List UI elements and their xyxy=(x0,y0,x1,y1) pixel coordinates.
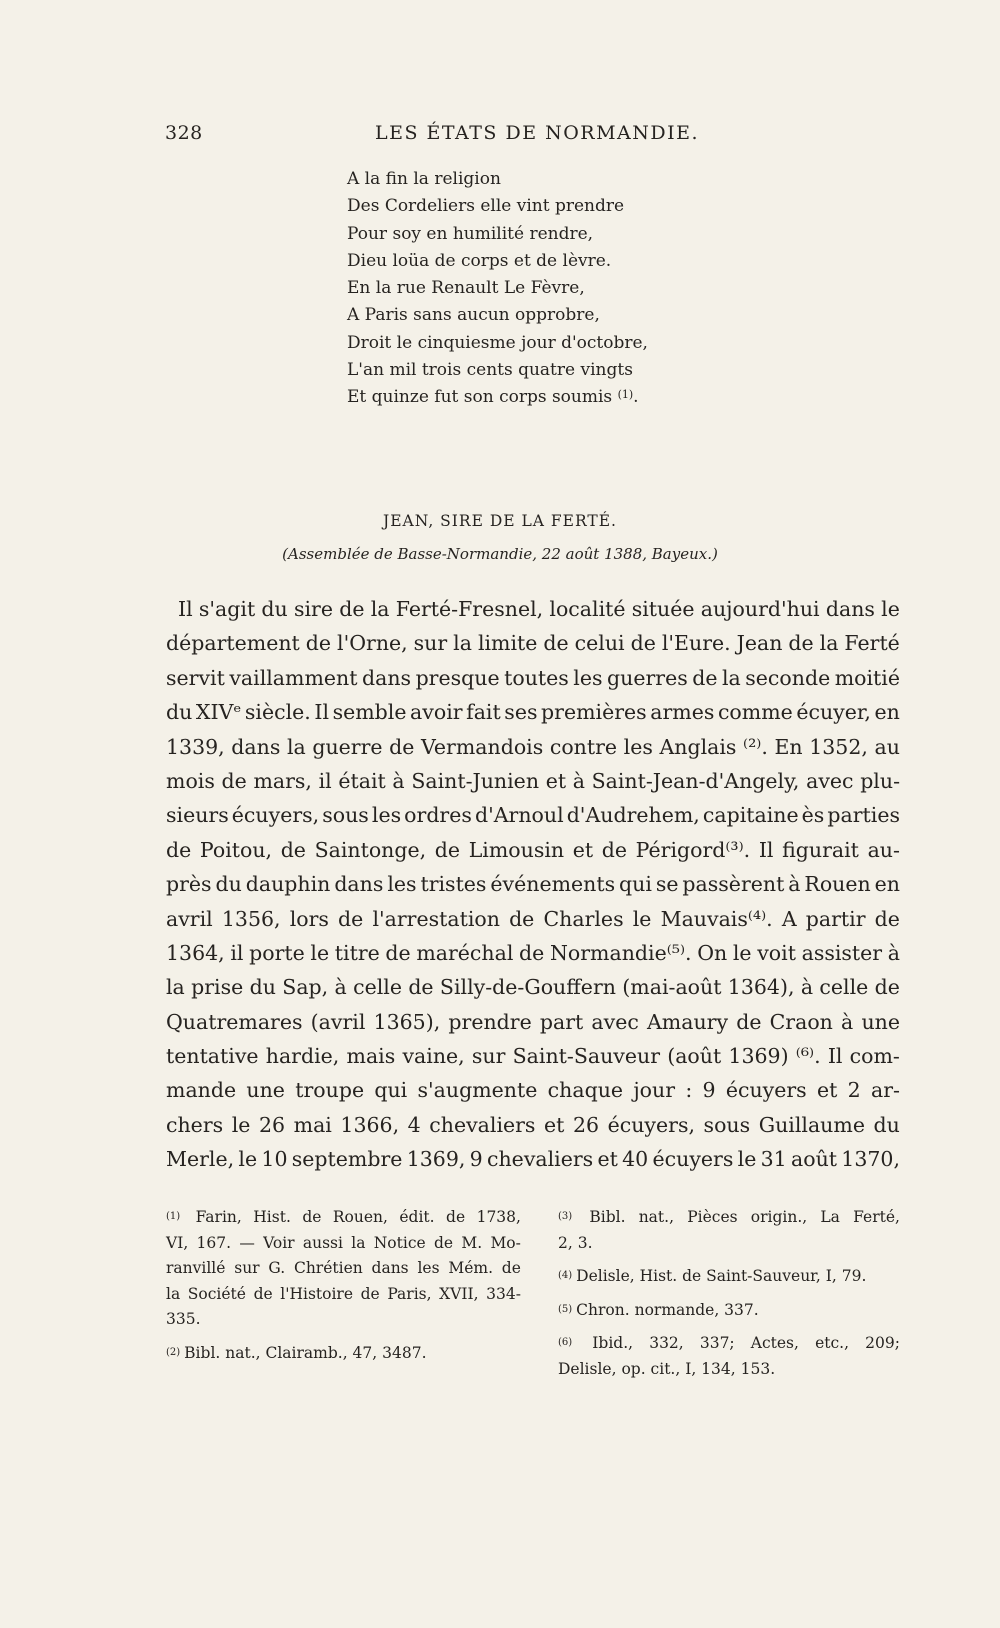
footnote-marker: (4) xyxy=(558,1270,573,1281)
poem-line: A la fin la religion xyxy=(347,169,501,189)
body-line: mois de mars, il était à Saint-Junien et à Saint-Jean-d'Angely, avec plu- xyxy=(166,768,900,793)
footnote-marker: (1) xyxy=(166,1211,181,1222)
footnote-line: 2, 3. xyxy=(558,1233,593,1252)
poem-line: L'an mil trois cents quatre vingts xyxy=(347,360,633,381)
footnote-line: $^{(5)}$ Chron. normande, 337. xyxy=(558,1300,759,1319)
body-line: du XIVᵉ siècle. Il semble avoir fait ses premières armes comme écuyer, en xyxy=(166,700,900,725)
page-number: 328 xyxy=(165,122,203,144)
body-text xyxy=(166,592,900,1177)
body-line: chers le 26 mai 1366, 4 chevaliers et 26 écuyers, sous Guillaume du xyxy=(166,1112,900,1137)
body-line: près du dauphin dans les tristes événements qui se passèrent à Rouen en xyxy=(166,872,900,897)
body-line: servit vaillamment dans presque toutes les guerres de la seconde moitié xyxy=(166,665,900,690)
footnote-marker: (6) xyxy=(558,1337,573,1348)
section-heading: JEAN, SIRE DE LA FERTÉ. xyxy=(383,512,617,530)
footnote-line: (6) Ibid., 332, 337; Actes, etc., 209; xyxy=(558,1331,900,1357)
body-line: avril 1356, lors de l'arrestation de Charles le Mauvais⁽⁴⁾. A partir de xyxy=(166,906,900,931)
poem-line: Et quinze fut son corps soumis $^{(1)}$. xyxy=(347,387,639,408)
poem-line: Des Cordeliers elle vint prendre xyxy=(347,196,625,217)
footnote-marker: (2) xyxy=(166,1346,181,1358)
footnote-line: $^{(2)}$ Bibl. nat., Clairamb., 47, 3487. xyxy=(166,1343,427,1362)
body-line: 1339, dans la guerre de Vermandois contre les Anglais ⁽²⁾. En 1352, au xyxy=(166,734,900,759)
body-line: sieurs écuyers, sous les ordres d'Arnoul d'Audrehem, capitaine ès parties xyxy=(166,803,900,828)
footnote-ref: (1) xyxy=(617,388,634,402)
body-line: département de l'Orne, sur la limite de celui de l'Eure. Jean de la Ferté xyxy=(166,631,900,656)
footnote-line: la Société de l'Histoire de Paris, XVII, 334- xyxy=(166,1284,521,1303)
running-title: LES ÉTATS DE NORMANDIE. xyxy=(375,122,700,144)
body-line: tentative hardie, mais vaine, sur Saint-Sauveur (août 1369) ⁽⁶⁾. Il com- xyxy=(166,1044,900,1069)
footnote-line: (3) Bibl. nat., Pièces origin., La Ferté, xyxy=(558,1205,900,1231)
footnotes-left-column xyxy=(166,1205,521,1374)
poem xyxy=(347,166,648,412)
poem-line: Pour soy en humilité rendre, xyxy=(347,223,594,244)
poem-line: A Paris sans aucun opprobre, xyxy=(347,305,600,326)
footnotes-right-column xyxy=(558,1205,900,1390)
body-line: la prise du Sap, à celle de Silly-de-Gouffern (mai-août 1364), à celle de xyxy=(166,975,900,1000)
poem-line: En la rue Renault Le Fèvre, xyxy=(347,278,585,299)
page-header xyxy=(165,122,900,152)
body-line: Merle, le 10 septembre 1369, 9 chevaliers et 40 écuyers le 31 août 1370, xyxy=(166,1147,900,1172)
body-line: 1364, il porte le titre de maréchal de Normandie⁽⁵⁾. On le voit assister à xyxy=(166,940,900,965)
footnote-marker: (5) xyxy=(558,1303,573,1315)
body-line: Il s'agit du sire de la Ferté-Fresnel, localité située aujourd'hui dans le xyxy=(178,597,900,621)
footnote-line: 335. xyxy=(166,1310,201,1328)
poem-line: Droit le cinquiesme jour d'octobre, xyxy=(347,332,648,353)
footnote-line: $^{(4)}$ Delisle, Hist. de Saint-Sauveur, I, 79. xyxy=(558,1267,867,1285)
footnote-line: ranvillé sur G. Chrétien dans les Mém. de xyxy=(166,1259,521,1277)
poem-line-text: Et quinze fut son corps soumis xyxy=(347,387,613,408)
assembly-subtitle: (Assemblée de Basse-Normandie, 22 août 1388, Bayeux.) xyxy=(282,545,718,563)
poem-line: Dieu loüa de corps et de lèvre. xyxy=(347,250,612,271)
body-line: Quatremares (avril 1365), prendre part avec Amaury de Craon à une xyxy=(166,1009,900,1034)
footnote-line: (1) Farin, Hist. de Rouen, édit. de 1738, xyxy=(166,1205,521,1231)
footnote-line: VI, 167. — Voir aussi la Notice de M. Mo- xyxy=(166,1233,521,1252)
body-line: mande une troupe qui s'augmente chaque jour : 9 écuyers et 2 ar- xyxy=(166,1078,900,1103)
body-line: de Poitou, de Saintonge, de Limousin et de Périgord⁽³⁾. Il figurait au- xyxy=(166,837,900,862)
footnote-line: Delisle, op. cit., I, 134, 153. xyxy=(558,1359,776,1378)
footnote-marker: (3) xyxy=(558,1211,573,1222)
